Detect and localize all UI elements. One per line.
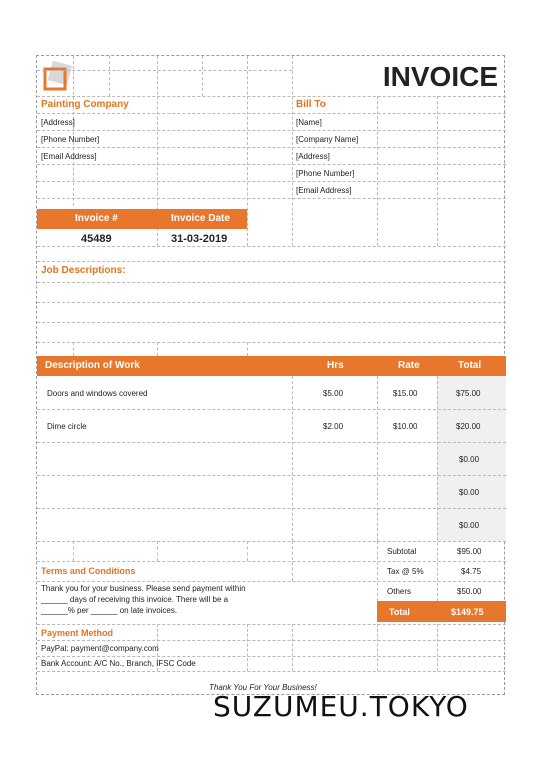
others-value: $50.00: [457, 587, 482, 596]
tax-label: Tax @ 5%: [387, 567, 424, 576]
company-phone: [Phone Number]: [41, 135, 100, 144]
terms-line-3: ______% per ______ on late invoices.: [41, 606, 178, 615]
company-email: [Email Address]: [41, 152, 97, 161]
bill-to-company: [Company Name]: [296, 135, 359, 144]
others-label: Others: [387, 587, 412, 596]
thank-you-note: Thank You For Your Business!: [209, 683, 317, 692]
invoice-number: 45489: [81, 233, 112, 245]
tax-value: $4.75: [461, 567, 482, 576]
terms-heading: Terms and Conditions: [41, 566, 136, 576]
invoice-sheet: [36, 55, 505, 695]
terms-line-2: ______ days of receiving this invoice. There will be a: [41, 595, 229, 604]
bill-to-phone: [Phone Number]: [296, 169, 355, 178]
row1-hrs: $5.00: [323, 389, 344, 398]
row2-description: Dime circle: [47, 422, 87, 431]
terms-line-1: Thank you for your business. Please send payment within: [41, 584, 246, 593]
row3-total: $0.00: [459, 455, 480, 464]
invoice-date-label: Invoice Date: [171, 213, 230, 224]
bill-to-name: [Name]: [296, 118, 322, 127]
company-address: [Address]: [41, 118, 75, 127]
invoice-date: 31-03-2019: [171, 233, 228, 245]
company-logo-icon: [41, 60, 75, 94]
row4-total: $0.00: [459, 488, 480, 497]
row1-description: Doors and windows covered: [47, 389, 148, 398]
grand-total-label: Total: [389, 607, 410, 617]
row5-total: $0.00: [459, 521, 480, 530]
row2-total: $20.00: [456, 422, 481, 431]
row1-total: $75.00: [456, 389, 481, 398]
row2-rate: $10.00: [393, 422, 418, 431]
company-name: Painting Company: [41, 99, 129, 110]
invoice-number-label: Invoice #: [75, 213, 118, 224]
payment-paypal: PayPal: payment@company.com: [41, 644, 159, 653]
brand-watermark: SUZUMEU.TOKYO: [213, 690, 469, 723]
row2-hrs: $2.00: [323, 422, 344, 431]
col-total-header: Total: [458, 360, 482, 371]
row1-rate: $15.00: [393, 389, 418, 398]
job-descriptions-heading: Job Descriptions:: [41, 265, 126, 276]
bill-to-heading: Bill To: [296, 99, 326, 110]
grand-total-value: $149.75: [451, 607, 484, 617]
col-rate-header: Rate: [398, 360, 420, 371]
bill-to-address: [Address]: [296, 152, 330, 161]
col-description-header: Description of Work: [45, 360, 140, 371]
subtotal-value: $95.00: [457, 547, 482, 556]
bill-to-email: [Email Address]: [296, 186, 352, 195]
subtotal-label: Subtotal: [387, 547, 417, 556]
payment-heading: Payment Method: [41, 628, 114, 638]
col-hrs-header: Hrs: [327, 360, 344, 371]
invoice-title: INVOICE: [382, 61, 498, 92]
payment-bank: Bank Account: A/C No., Branch, IFSC Code: [41, 659, 196, 668]
